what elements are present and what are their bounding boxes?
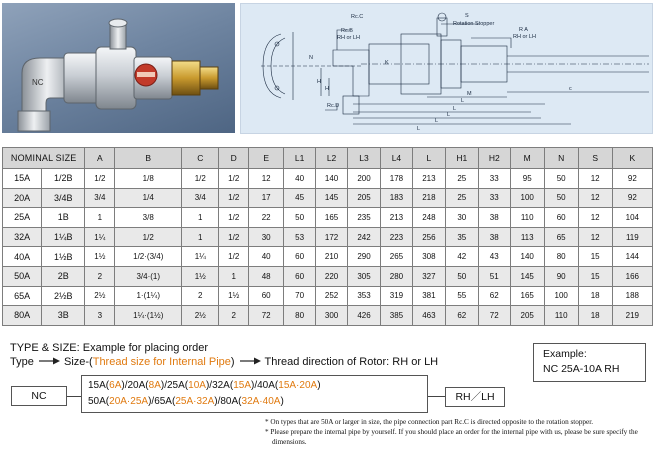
type-size-legend xyxy=(10,356,438,368)
table-cell: 60 xyxy=(544,208,578,228)
size-cell: 32A xyxy=(3,227,42,247)
header-n: N xyxy=(544,148,578,169)
table-cell: 183 xyxy=(380,188,412,208)
size-prefix: Size-( xyxy=(63,356,93,368)
size-cell: 2B xyxy=(42,266,85,286)
table-cell: 12 xyxy=(578,208,612,228)
table-cell: 33 xyxy=(478,169,510,189)
table-cell: 1½ xyxy=(182,266,219,286)
size-cell: 3B xyxy=(42,306,85,326)
table-cell: 18 xyxy=(578,306,612,326)
table-cell: 110 xyxy=(510,208,544,228)
table-cell: 65 xyxy=(544,227,578,247)
table-cell: 319 xyxy=(380,286,412,306)
type-size-title: TYPE & SIZE: Example for placing order xyxy=(10,342,209,354)
table-cell: 70 xyxy=(284,286,316,306)
table-cell: 35 xyxy=(445,227,478,247)
type-label: Type xyxy=(10,356,34,368)
size-cell: 20A xyxy=(3,188,42,208)
label-rh-lh-left: RH or LH xyxy=(337,35,360,41)
table-cell: 90 xyxy=(544,266,578,286)
option-inner-size: 32A·40A xyxy=(241,396,281,407)
table-row xyxy=(3,247,653,267)
table-cell: 100 xyxy=(510,188,544,208)
table-cell: 178 xyxy=(380,169,412,189)
table-cell: 308 xyxy=(412,247,445,267)
table-cell: 3 xyxy=(85,306,115,326)
option-size: 15A xyxy=(88,380,106,391)
table-cell: 2 xyxy=(182,286,219,306)
table-cell: 140 xyxy=(316,169,348,189)
thread-direction-text: Thread direction of Rotor: RH or LH xyxy=(264,356,439,368)
dimension-drawing-svg xyxy=(241,4,654,135)
header-l: L xyxy=(412,148,445,169)
table-cell: 3/4 xyxy=(85,188,115,208)
option-inner-size: 6A xyxy=(109,380,122,391)
table-cell: 213 xyxy=(412,169,445,189)
header-l1: L1 xyxy=(284,148,316,169)
label-rc-b: Rc.B xyxy=(341,28,353,34)
table-cell: 1 xyxy=(85,208,115,228)
table-cell: 2½ xyxy=(85,286,115,306)
connector-line xyxy=(428,396,445,397)
option-size: 32A xyxy=(212,380,230,391)
table-cell: 381 xyxy=(412,286,445,306)
table-cell: 2½ xyxy=(182,306,219,326)
table-cell: 60 xyxy=(284,247,316,267)
dimension-drawing xyxy=(240,3,653,134)
table-cell: 72 xyxy=(249,306,284,326)
option-inner-size: 15A xyxy=(233,380,251,391)
table-cell: 1 xyxy=(219,266,249,286)
table-cell: 426 xyxy=(348,306,381,326)
table-cell: 1/2 xyxy=(115,227,182,247)
label-l1: L xyxy=(453,106,457,112)
table-cell: 53 xyxy=(284,227,316,247)
table-cell: 242 xyxy=(348,227,381,247)
photo-label: NC xyxy=(32,78,44,87)
header-nominal-size: NOMINAL SIZE xyxy=(3,148,85,169)
header-l4: L4 xyxy=(380,148,412,169)
table-cell: 1/2 xyxy=(219,227,249,247)
size-cell: 2½B xyxy=(42,286,85,306)
table-cell: 18 xyxy=(578,286,612,306)
header-l2: L2 xyxy=(316,148,348,169)
direction-box: RH／LH xyxy=(445,387,505,407)
table-cell: 50 xyxy=(284,208,316,228)
option-size: 50A xyxy=(88,396,106,407)
table-cell: 300 xyxy=(316,306,348,326)
label-rotation-stopper: Rotation Stopper xyxy=(453,21,495,27)
table-cell: 1 xyxy=(182,227,219,247)
table-cell: 100 xyxy=(544,286,578,306)
table-cell: 33 xyxy=(478,188,510,208)
table-cell: 210 xyxy=(316,247,348,267)
table-cell: 45 xyxy=(284,188,316,208)
label-rh-lh-right: RH or LH xyxy=(513,34,536,40)
option-size: 20A xyxy=(127,380,146,391)
size-cell: 1/2B xyxy=(42,169,85,189)
table-cell: 51 xyxy=(478,266,510,286)
table-cell: 3/8 xyxy=(115,208,182,228)
table-cell: 2 xyxy=(85,266,115,286)
size-cell: 1¼B xyxy=(42,227,85,247)
table-cell: 305 xyxy=(348,266,381,286)
label-l4: L xyxy=(461,98,465,104)
note-item: * On types that are 50A or larger in size, the pipe connection part Rc.C is directed opposite to the rotation stopper. xyxy=(265,418,594,426)
table-cell: 2 xyxy=(219,306,249,326)
table-cell: 92 xyxy=(612,188,652,208)
label-h1: H xyxy=(317,79,321,85)
size-options-line-1: 15A(6A)/20A(8A)/25A(10A)/32A(15A)/40A(15A·20A) xyxy=(88,380,321,391)
table-cell: 205 xyxy=(510,306,544,326)
size-cell: 1½B xyxy=(42,247,85,267)
table-cell: 25 xyxy=(445,169,478,189)
table-header-row xyxy=(3,148,653,169)
table-cell: 248 xyxy=(412,208,445,228)
note-item: * Please prepare the internal pipe by yourself. If you should place an order for the internal pipe with us, please be sure specify the dimensions. xyxy=(265,428,638,446)
table-cell: 220 xyxy=(316,266,348,286)
label-c: c xyxy=(569,86,572,92)
table-cell: 62 xyxy=(478,286,510,306)
table-cell: 1¼ xyxy=(85,227,115,247)
table-cell: 80 xyxy=(544,247,578,267)
table-cell: 1½ xyxy=(219,286,249,306)
table-cell: 1·(1¼) xyxy=(115,286,182,306)
model-box: NC xyxy=(11,386,67,406)
table-cell: 72 xyxy=(478,306,510,326)
option-inner-size: 8A xyxy=(148,380,161,391)
table-cell: 1/4 xyxy=(115,188,182,208)
table-cell: 15 xyxy=(578,266,612,286)
table-cell: 50 xyxy=(544,188,578,208)
size-options-box xyxy=(81,375,428,413)
table-cell: 1¼·(1½) xyxy=(115,306,182,326)
size-cell: 15A xyxy=(3,169,42,189)
table-cell: 12 xyxy=(578,227,612,247)
table-cell: 55 xyxy=(445,286,478,306)
header-c: C xyxy=(182,148,219,169)
header-b: B xyxy=(115,148,182,169)
table-cell: 1/2 xyxy=(182,169,219,189)
notes xyxy=(265,418,650,448)
table-cell: 280 xyxy=(380,266,412,286)
example-value: NC 25A-10A RH xyxy=(543,363,620,375)
label-l3: L xyxy=(435,118,439,124)
size-cell: 80A xyxy=(3,306,42,326)
header-d: D xyxy=(219,148,249,169)
arrow-right-icon xyxy=(37,356,61,366)
header-h2: H2 xyxy=(478,148,510,169)
table-cell: 1/2·(3/4) xyxy=(115,247,182,267)
table-cell: 40 xyxy=(284,169,316,189)
header-l3: L3 xyxy=(348,148,381,169)
option-size: 40A xyxy=(257,380,275,391)
table-row xyxy=(3,266,653,286)
table-cell: 145 xyxy=(510,266,544,286)
table-cell: 144 xyxy=(612,247,652,267)
table-cell: 140 xyxy=(510,247,544,267)
table-cell: 43 xyxy=(478,247,510,267)
table-cell: 12 xyxy=(578,188,612,208)
size-options-line-2: 50A(20A·25A)/65A(25A·32A)/80A(32A·40A) xyxy=(88,396,284,407)
label-n: N xyxy=(309,55,313,61)
table-cell: 60 xyxy=(249,286,284,306)
table-cell: 113 xyxy=(510,227,544,247)
specification-table xyxy=(2,147,653,326)
table-cell: 22 xyxy=(249,208,284,228)
table-cell: 1/2 xyxy=(219,208,249,228)
example-box xyxy=(533,343,646,382)
header-m: M xyxy=(510,148,544,169)
table-cell: 463 xyxy=(412,306,445,326)
header-k: K xyxy=(612,148,652,169)
table-cell: 1¼ xyxy=(182,247,219,267)
table-cell: 1/8 xyxy=(115,169,182,189)
product-photo xyxy=(2,3,235,133)
table-cell: 256 xyxy=(412,227,445,247)
label-r-a: R A xyxy=(519,27,528,33)
table-row xyxy=(3,227,653,247)
table-cell: 165 xyxy=(316,208,348,228)
table-cell: 166 xyxy=(612,266,652,286)
table-cell: 1 xyxy=(182,208,219,228)
table-cell: 200 xyxy=(348,169,381,189)
label-k: K xyxy=(385,60,389,66)
table-cell: 104 xyxy=(612,208,652,228)
label-s: S xyxy=(465,13,469,19)
table-cell: 219 xyxy=(612,306,652,326)
table-row xyxy=(3,306,653,326)
table-cell: 38 xyxy=(478,208,510,228)
table-cell: 1/2 xyxy=(219,169,249,189)
table-cell: 110 xyxy=(544,306,578,326)
size-cell: 25A xyxy=(3,208,42,228)
table-cell: 42 xyxy=(445,247,478,267)
table-cell: 92 xyxy=(612,169,652,189)
option-inner-size: 10A xyxy=(188,380,206,391)
option-size: 25A xyxy=(167,380,185,391)
rotary-joint-photo xyxy=(2,3,235,133)
table-cell: 12 xyxy=(578,169,612,189)
table-cell: 218 xyxy=(412,188,445,208)
table-row xyxy=(3,188,653,208)
table-cell: 12 xyxy=(249,169,284,189)
size-cell: 1B xyxy=(42,208,85,228)
table-cell: 265 xyxy=(380,247,412,267)
table-cell: 290 xyxy=(348,247,381,267)
table-cell: 50 xyxy=(544,169,578,189)
table-cell: 223 xyxy=(380,227,412,247)
table-cell: 17 xyxy=(249,188,284,208)
size-paren-text: Thread size for Internal Pipe xyxy=(92,356,231,368)
table-cell: 205 xyxy=(348,188,381,208)
table-cell: 30 xyxy=(249,227,284,247)
label-l2: L xyxy=(447,112,451,118)
table-cell: 38 xyxy=(478,227,510,247)
table-cell: 40 xyxy=(249,247,284,267)
option-size: 65A xyxy=(154,396,172,407)
table-cell: 385 xyxy=(380,306,412,326)
table-cell: 165 xyxy=(510,286,544,306)
table-cell: 95 xyxy=(510,169,544,189)
table-cell: 145 xyxy=(316,188,348,208)
option-inner-size: 20A·25A xyxy=(109,396,149,407)
example-label: Example: xyxy=(543,348,587,360)
size-cell: 40A xyxy=(3,247,42,267)
option-inner-size: 15A·20A xyxy=(278,380,318,391)
table-cell: 213 xyxy=(380,208,412,228)
label-m: M xyxy=(467,91,472,97)
table-cell: 3/4·(1) xyxy=(115,266,182,286)
table-cell: 80 xyxy=(284,306,316,326)
header-h1: H1 xyxy=(445,148,478,169)
table-cell: 327 xyxy=(412,266,445,286)
label-rc-c: Rc.C xyxy=(351,14,364,20)
size-cell: 65A xyxy=(3,286,42,306)
size-cell: 50A xyxy=(3,266,42,286)
table-cell: 188 xyxy=(612,286,652,306)
table-cell: 48 xyxy=(249,266,284,286)
header-e: E xyxy=(249,148,284,169)
table-cell: 60 xyxy=(284,266,316,286)
table-cell: 30 xyxy=(445,208,478,228)
table-cell: 1/2 xyxy=(219,247,249,267)
label-h2: H xyxy=(325,86,329,92)
header-s: S xyxy=(578,148,612,169)
table-cell: 3/4 xyxy=(182,188,219,208)
table-cell: 62 xyxy=(445,306,478,326)
table-cell: 15 xyxy=(578,247,612,267)
option-inner-size: 25A·32A xyxy=(175,396,215,407)
option-size: 80A xyxy=(220,396,239,407)
table-cell: 252 xyxy=(316,286,348,306)
label-rc-d: Rc.D xyxy=(327,103,340,109)
table-cell: 172 xyxy=(316,227,348,247)
label-l: L xyxy=(417,126,421,132)
table-cell: 353 xyxy=(348,286,381,306)
table-row xyxy=(3,169,653,189)
table-cell: 119 xyxy=(612,227,652,247)
table-cell: 235 xyxy=(348,208,381,228)
table-cell: 1½ xyxy=(85,247,115,267)
table-cell: 1/2 xyxy=(219,188,249,208)
table-cell: 1/2 xyxy=(85,169,115,189)
table-row xyxy=(3,286,653,306)
header-a: A xyxy=(85,148,115,169)
connector-line xyxy=(67,396,81,397)
size-cell: 3/4B xyxy=(42,188,85,208)
arrow-right-icon xyxy=(238,356,262,366)
table-cell: 25 xyxy=(445,188,478,208)
size-suffix: ) xyxy=(230,356,235,368)
table-cell: 50 xyxy=(445,266,478,286)
table-row xyxy=(3,208,653,228)
